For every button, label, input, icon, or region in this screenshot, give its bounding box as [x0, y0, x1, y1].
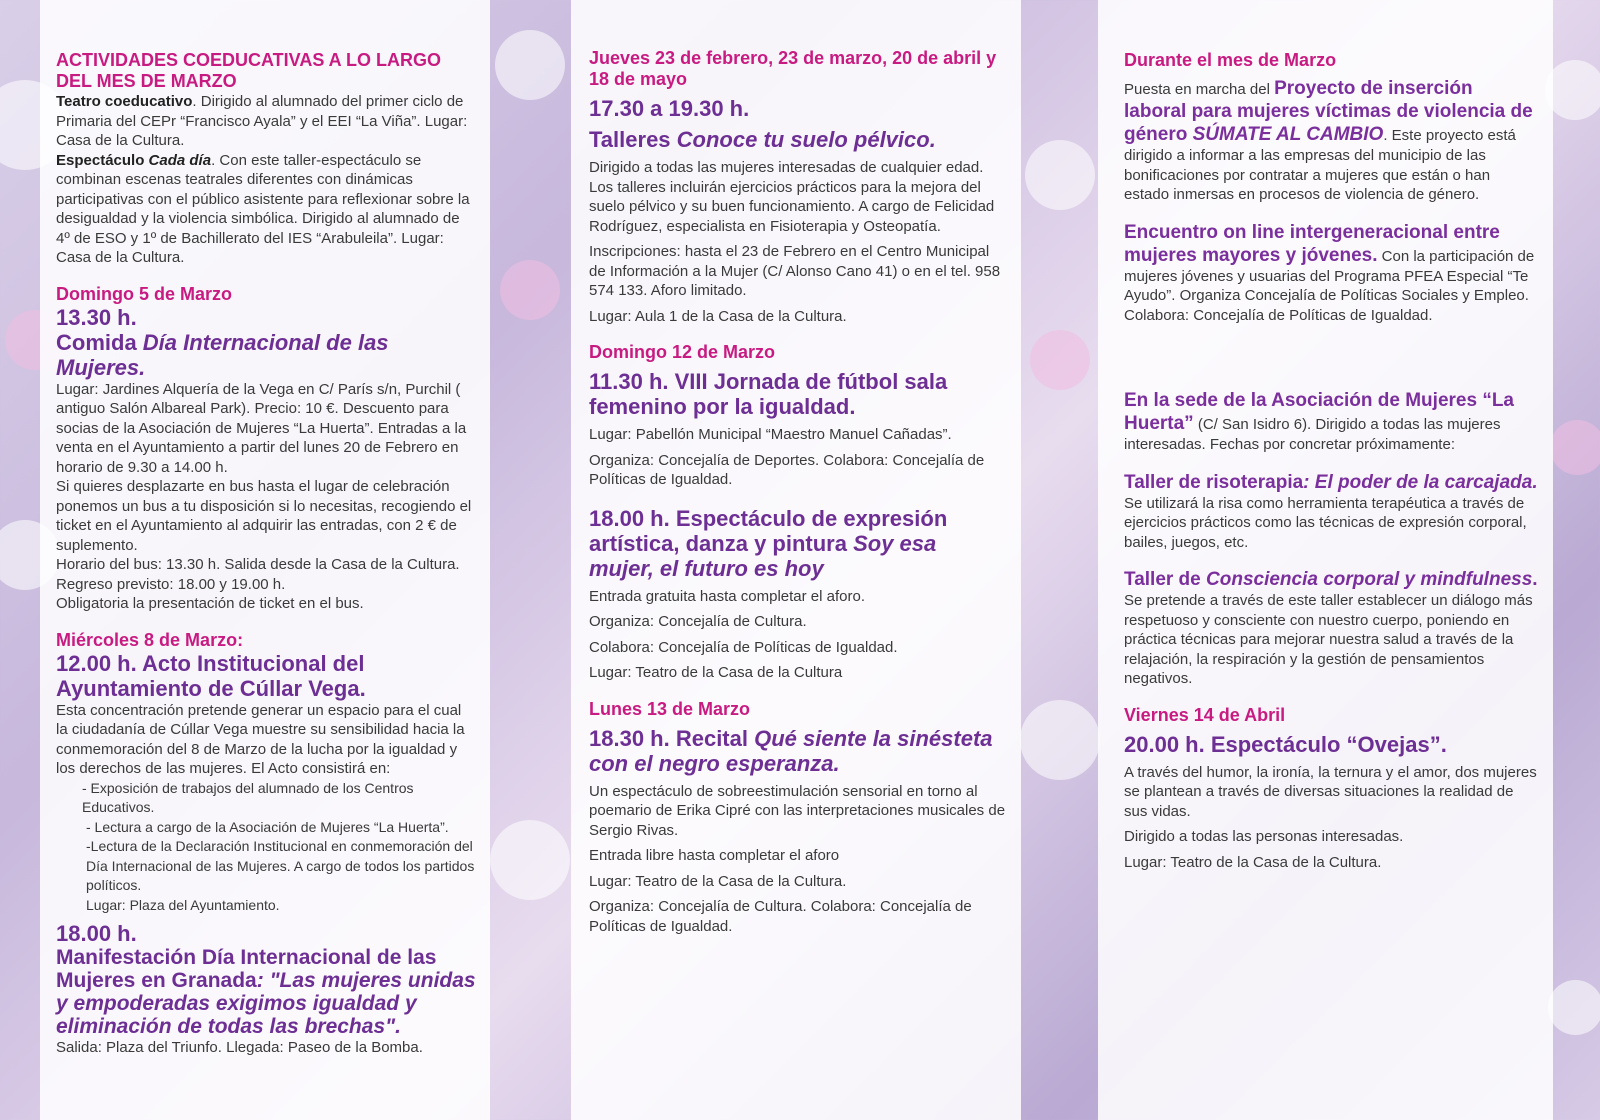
miercoles8-item2: - Lectura a cargo de la Asociación de Mujeres “La Huerta”.	[86, 818, 449, 835]
jueves-title: Talleres Conoce tu suelo pélvico.	[589, 127, 936, 152]
lunes13-text4: Organiza: Concejalía de Cultura. Colabora: Concejalía de Políticas de Igualdad.	[589, 898, 972, 935]
lunes13-title: 18.30 h. Recital Qué siente la sinésteta con el negro esperanza.	[589, 725, 993, 776]
viernes-text3: Lugar: Teatro de la Casa de la Cultura.	[1124, 853, 1382, 871]
miercoles8-item3: -Lectura de la Declaración Institucional en conmemoración del Día Internacional de las Mujeres. A cargo de todos los partidos políticos.	[86, 838, 475, 893]
domingo5-text4: Regreso previsto: 18.00 y 19.00 h.	[56, 575, 286, 593]
miercoles8-title: 12.00 h. Acto Institucional del Ayuntamiento de Cúllar Vega.	[56, 650, 366, 701]
manif-time: 18.00 h.	[56, 921, 137, 946]
miercoles8-item1: - Exposición de trabajos del alumnado de los Centros Educativos.	[82, 779, 414, 815]
domingo5-text1: Lugar: Jardines Alquería de la Vega en C/ París s/n, Purchil ( antiguo Salón Albareal Park). Precio: 10 €. Descuento para socias de la Asociación de Mujeres “La Huerta”. Entradas a la venta en el Ayuntamiento a partir del lunes 20 de Febrero en horario de 9.30 a 14.00 h.	[56, 380, 467, 476]
lunes13-text2: Entrada libre hasta completar el aforo	[589, 847, 840, 864]
espect-text2: Organiza: Concejalía de Cultura.	[589, 613, 807, 630]
miercoles8-date: Miércoles 8 de Marzo:	[56, 629, 244, 650]
viernes-text2: Dirigido a todas las personas interesadas.	[1124, 828, 1404, 845]
domingo5-time: 13.30 h.	[56, 304, 137, 330]
lunes13-text1: Un espectáculo de sobreestimulación sensorial en torno al poemario de Erika Cipré con las interpretaciones musicales de Sergio Rivas.	[589, 782, 1006, 839]
encuentro-paragraph: Encuentro on line intergeneracional entre mujeres mayores y jóvenes. Con la participación de mujeres jóvenes y usuarias del Programa PFEA Especial “Te Ayudo”. Organiza Concejalía de Políticas Sociales y Empleo. Colabora: Concejalía de Políticas de Igualdad.	[1124, 221, 1535, 324]
consciencia-text: Se pretende a través de este taller establecer un diálogo más respetuoso y consciente con nuestro cuerpo, poniendo en práctica técnicas para mejorar nuestra salud a través de la relajación, la respiración y la gestión de pensamientos negativos.	[1124, 592, 1533, 687]
risoterapia-text: Se utilizará la risa como herramienta terapéutica a través de ejercicios prácticos como las técnicas de expresión corporal, bailes, juegos, etc.	[1124, 494, 1527, 551]
teatro-paragraph: Teatro coeducativo. Dirigido al alumnado del primer ciclo de Primaria del CEPr “Francisco Ayala” y el EEI “La Viña”. Lugar: Casa de la Cultura.	[56, 93, 468, 149]
domingo5-text3: Horario del bus: 13.30 h. Salida desde la Casa de la Cultura.	[56, 556, 460, 573]
marzo-paragraph: Puesta en marcha del Proyecto de inserción laboral para mujeres víctimas de violencia de género SÚMATE AL CAMBIO. Este proyecto está dirigido a informar a las empresas del municipio de las bonificaciones por contratar a mujeres que están o han estado inmersas en procesos de violencia de género.	[1124, 78, 1533, 203]
jueves-text1: Dirigido a todas las mujeres interesadas de cualquier edad. Los talleres incluirán ejercicios prácticos para la mejora del suelo pélvico y su buen funcionamiento. A cargo de Felicidad Rodríguez, especialista en Fisioterapia y Osteopatía.	[589, 159, 995, 235]
viernes-date: Viernes 14 de Abril	[1124, 704, 1286, 725]
manif-title: Manifestación Día Internacional de las Mujeres en Granada: "Las mujeres unidas y empoderadas exigimos igualdad y eliminación de todas las brechas".	[56, 946, 476, 1038]
espectaculo-paragraph: Espectáculo Cada día. Con este taller-espectáculo se combinan escenas teatrales diferentes con dinámicas participativas con el público asistente para reflexionar sobre la desigualdad y la violencia simbólica. Dirigido al alumnado de 4º de ESO y 1º de Bachillerato del IES “Arabuleila”. Lugar: Casa de la Cultura.	[56, 151, 470, 266]
lunes13-text3: Lugar: Teatro de la Casa de la Cultura.	[589, 872, 847, 890]
lunes13-date: Lunes 13 de Marzo	[589, 698, 751, 719]
domingo12-date: Domingo 12 de Marzo	[589, 342, 776, 362]
jueves-time: 17.30 a 19.30 h.	[589, 96, 750, 121]
consciencia-title: Taller de Consciencia corporal y mindfulness.	[1124, 569, 1538, 590]
miercoles8-item4: Lugar: Plaza del Ayuntamiento.	[86, 896, 280, 913]
espect-text1: Entrada gratuita hasta completar el aforo.	[589, 587, 865, 605]
column-middle	[571, 0, 1021, 1120]
sede-paragraph: En la sede de la Asociación de Mujeres “La Huerta” (C/ San Isidro 6). Dirigido a todas las mujeres interesadas. Fechas por concretar próximamente:	[1124, 390, 1514, 453]
column-right	[1098, 0, 1553, 1120]
espect-title: 18.00 h. Espectáculo de expresión artística, danza y pintura Soy esa mujer, el futuro es hoy	[589, 505, 948, 581]
domingo5-text2: Si quieres desplazarte en bus hasta el lugar de celebración ponemos un bus a tu disposición si lo necesitas, recogiendo el ticket en el Ayuntamiento al adquirir las entradas, con 2 € de suplemento.	[56, 478, 472, 554]
activities-title: ACTIVIDADES COEDUCATIVAS A LO LARGO DEL MES DE MARZO	[56, 50, 442, 91]
espect-text4: Lugar: Teatro de la Casa de la Cultura	[589, 664, 843, 681]
domingo12-title: 11.30 h. VIII Jornada de fútbol sala femenino por la igualdad.	[589, 369, 948, 419]
domingo12-text2: Organiza: Concejalía de Deportes. Colabora: Concejalía de Políticas de Igualdad.	[589, 451, 985, 488]
domingo12-text1: Lugar: Pabellón Municipal “Maestro Manuel Cañadas”.	[589, 426, 952, 443]
risoterapia-title: Taller de risoterapia: El poder de la carcajada.	[1124, 471, 1538, 493]
jueves-date: Jueves 23 de febrero, 23 de marzo, 20 de abril y 18 de mayo	[589, 48, 997, 89]
miercoles8-text: Esta concentración pretende generar un espacio para el cual la ciudadanía de Cúllar Vega muestre su sensibilidad hacia la conmemoración del 8 de Marzo de la lucha por la igualdad y los derechos de las mujeres. El Acto consistirá en:	[56, 701, 465, 777]
viernes-title: 20.00 h. Espectáculo “Ovejas”.	[1124, 731, 1447, 757]
viernes-text1: A través del humor, la ironía, la ternura y el amor, dos mujeres se plantean a través de diversas situaciones la realidad de sus vidas.	[1124, 763, 1537, 820]
domingo5-date: Domingo 5 de Marzo	[56, 283, 233, 304]
column-left	[40, 0, 490, 1120]
jueves-text3: Lugar: Aula 1 de la Casa de la Cultura.	[589, 307, 847, 325]
domingo5-title: Comida Día Internacional de las Mujeres.	[56, 329, 389, 380]
jueves-text2: Inscripciones: hasta el 23 de Febrero en el Centro Municipal de Información a la Mujer (C/ Alonso Cano 41) o en el tel. 958 574 133. Aforo limitado.	[589, 243, 1001, 299]
domingo5-text5: Obligatoria la presentación de ticket en el bus.	[56, 595, 364, 612]
marzo-date: Durante el mes de Marzo	[1124, 50, 1337, 70]
espect-text3: Colabora: Concejalía de Políticas de Igualdad.	[589, 638, 898, 656]
manif-text: Salida: Plaza del Triunfo. Llegada: Paseo de la Bomba.	[56, 1039, 423, 1056]
